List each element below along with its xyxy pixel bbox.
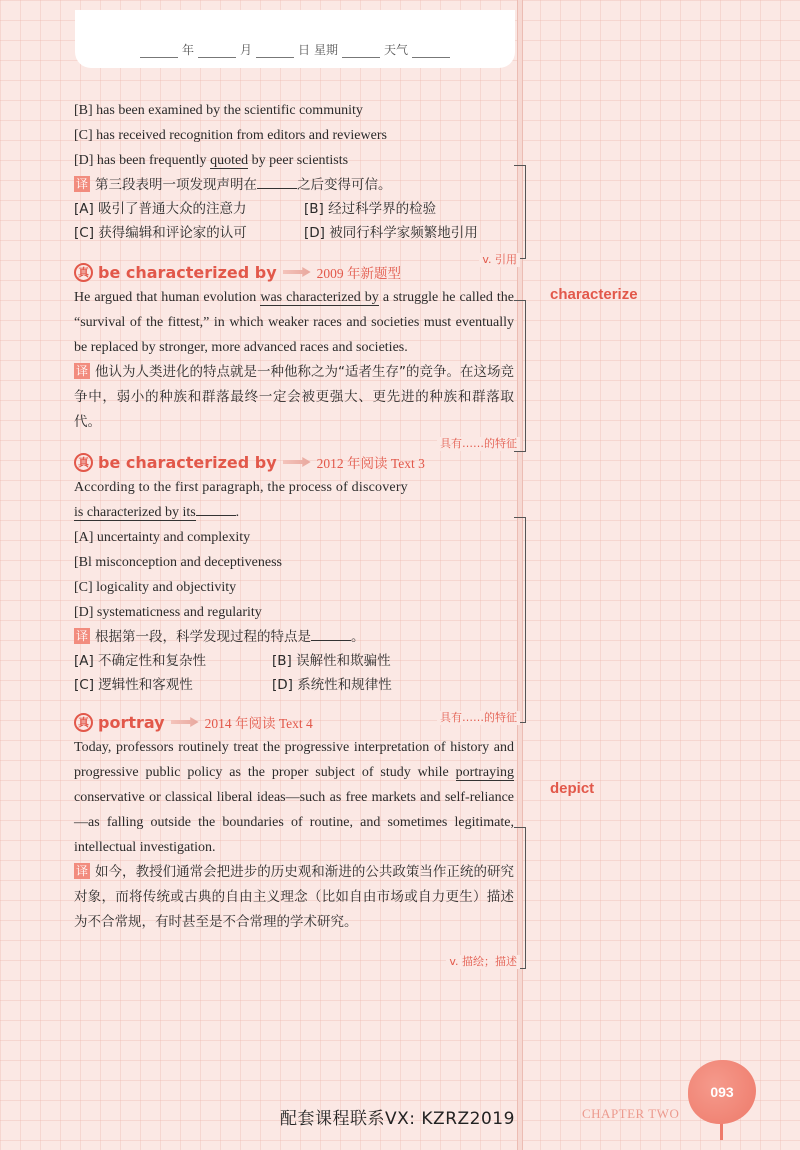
s4-translation: 译 如今，教授们通常会把进步的历史观和渐进的公共政策当作正统的研究对象，而将传统或古典的自由主义理念（比如自由市场或自力更生）描述为不合常规，有时甚至是不合常理的学术研究。: [74, 864, 514, 930]
side-synonym-depict: depict: [550, 780, 595, 797]
q1-zh-options-row2: [C] 获得编辑和评论家的认可 [D] 被同行科学家频繁地引用: [74, 225, 478, 241]
arrow-icon: [283, 267, 311, 277]
main-content: [74, 98, 517, 968]
s2-bracket: [514, 300, 526, 452]
exam-source: 2014 年阅读 Text 4: [204, 716, 313, 731]
section-portray-2014: [74, 709, 517, 968]
key-phrase: be characterized by: [98, 262, 277, 282]
page-number-badge: [688, 1060, 756, 1124]
s2-translation: 译 他认为人类进化的特点就是一种他称之为“适者生存”的竞争。在这场竞争中，弱小的种族和群落最终一定会被更强大、更先进的种族和群落取代。: [74, 364, 515, 430]
q1-translation-block: [74, 173, 517, 266]
weather-blank[interactable]: [412, 57, 450, 58]
q1-option-d: [D] has been frequently quoted by peer scientists: [74, 153, 349, 168]
q1-annotation: v. 引用: [479, 253, 520, 267]
weekday-label: 星期: [314, 43, 339, 57]
q1-option-c: [C] has received recognition from editors and reviewers: [74, 128, 387, 143]
side-synonym-characterize: characterize: [550, 286, 638, 303]
year-blank[interactable]: [140, 57, 178, 58]
s3-translation: 译 根据第一段，科学发现过程的特点是 。: [76, 629, 365, 645]
day-label: 日: [297, 43, 310, 57]
s3-question-line1: According to the first paragraph, the process of discovery: [74, 480, 408, 495]
keyword-quoted: quoted: [210, 153, 249, 168]
month-blank[interactable]: [198, 57, 236, 58]
page-number: 093: [710, 1084, 734, 1100]
arrow-icon: [283, 457, 311, 467]
s3-option-c: [C] logicality and objectivity: [74, 580, 237, 595]
exam-source: 2012 年阅读 Text 3: [316, 456, 425, 471]
s3-zh-options-row1: [A] 不确定性和复杂性 [B] 误解性和欺骗性: [74, 653, 391, 669]
blank: [311, 640, 351, 641]
translation-tag: 译: [76, 364, 89, 378]
keyword-characterized: was characterized by: [260, 290, 379, 305]
weekday-blank[interactable]: [342, 57, 380, 58]
translation-tag: 译: [76, 177, 89, 191]
s2-example: He argued that human evolution was characterized by a struggle he called the “survival of the fittest,” in which weaker races and societies must eventually be replaced by stronger, more advanced races and societies.: [74, 290, 515, 355]
year-label: 年: [181, 43, 194, 57]
s2-body: [74, 285, 517, 450]
s3-bracket: [514, 517, 526, 723]
s3-option-a: [A] uncertainty and complexity: [74, 530, 251, 545]
q1-translation: 译 第三段表明一项发现声明在 之后变得可信。: [76, 177, 392, 193]
s4-body: [74, 735, 517, 968]
footer-watermark: 配套课程联系VX: KZRZ2019: [280, 1109, 515, 1129]
real-exam-tag: 真: [74, 453, 93, 472]
real-exam-tag: 真: [74, 713, 93, 732]
month-label: 月: [239, 43, 252, 57]
blank: [257, 188, 297, 189]
s4-bracket: [514, 827, 526, 969]
q1-option-b: [B] has been examined by the scientific community: [74, 103, 363, 118]
date-bar: [75, 10, 515, 68]
s3-option-b: [Bl misconception and deceptiveness: [74, 555, 282, 570]
weather-label: 天气: [384, 43, 409, 57]
section-heading: [74, 449, 514, 475]
section-heading: [74, 259, 514, 285]
q1-block: [74, 98, 517, 266]
real-exam-tag: 真: [74, 263, 93, 282]
keyword-portraying: portraying: [455, 765, 514, 780]
arrow-icon: [171, 717, 199, 727]
day-blank[interactable]: [256, 57, 294, 58]
blank: [196, 515, 236, 516]
s3-question-line2: is characterized by its .: [74, 505, 240, 520]
exam-source: 2009 年新题型: [316, 266, 402, 281]
s3-option-d: [D] systematicness and regularity: [74, 605, 262, 620]
s3-zh-options-row2: [C] 逻辑性和客观性 [D] 系统性和规律性: [74, 677, 392, 693]
s4-example: Today, professors routinely treat the progressive interpretation of history and progressive public policy as the proper subject of study while portraying conservative or classical liberal ideas—such as free markets and self-reliance—as falling outside the boundaries of routine, and sometimes legitimate, intellectual investigation.: [74, 740, 514, 855]
q1-zh-options-row1: [A] 吸引了普通大众的注意力 [B] 经过科学界的检验: [74, 201, 437, 217]
translation-tag: 译: [76, 864, 89, 878]
key-phrase: be characterized by: [98, 452, 277, 472]
s3-annotation: 具有……的特征: [437, 711, 520, 725]
chapter-label: CHAPTER TWO: [582, 1106, 680, 1121]
keyword-characterized: is characterized by its: [74, 505, 196, 520]
s4-annotation: v. 描绘；描述: [446, 955, 520, 969]
s2-annotation: 具有……的特征: [437, 437, 520, 451]
key-phrase: portray: [98, 712, 165, 732]
translation-tag: 译: [76, 629, 89, 643]
q1-bracket: [514, 165, 526, 259]
